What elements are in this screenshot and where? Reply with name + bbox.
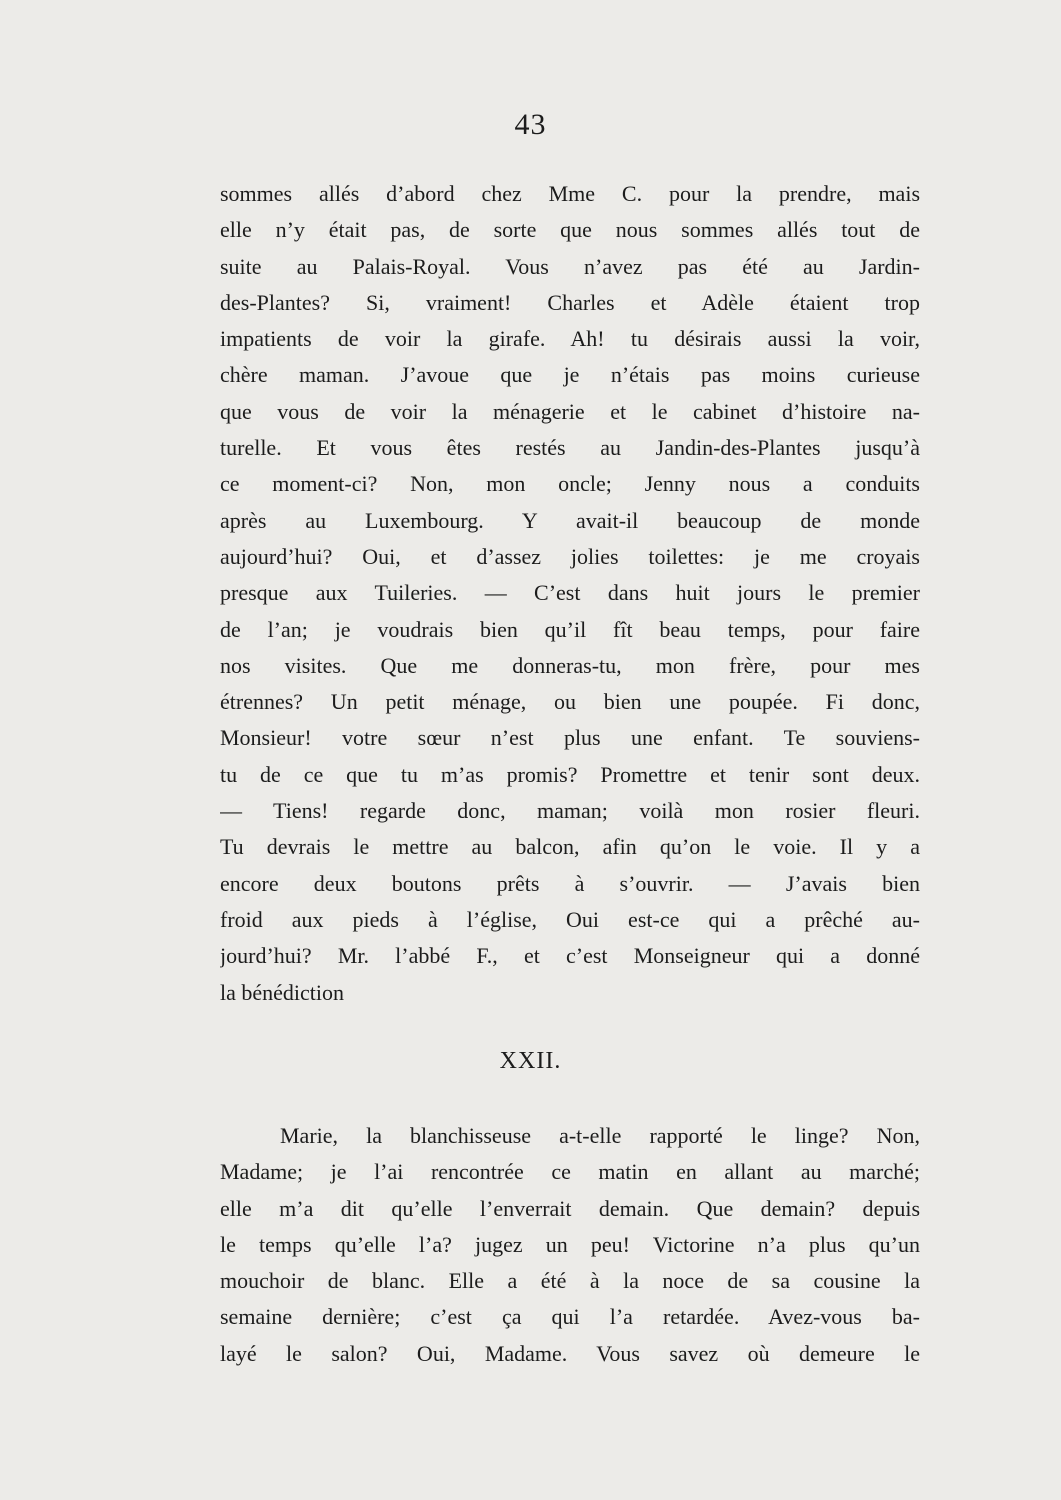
text-line: aujourd’hui? Oui, et d’assez jolies toilettes: je me croyais xyxy=(220,543,920,569)
text-line: elle n’y était pas, de sorte que nous sommes allés tout de xyxy=(220,217,920,243)
text-line: de l’an; je voudrais bien qu’il fît beau temps, pour faire xyxy=(220,616,920,642)
text-line: encore deux boutons prêts à s’ouvrir. — J’avais bien xyxy=(220,870,920,896)
text-line: impatients de voir la girafe. Ah! tu désirais aussi la voir, xyxy=(220,326,920,352)
text-line: mouchoir de blanc. Elle a été à la noce de sa cousine la xyxy=(220,1268,920,1294)
text-line: des-Plantes? Si, vraiment! Charles et Adèle étaient trop xyxy=(220,289,920,315)
text-line: presque aux Tuileries. — C’est dans huit jours le premier xyxy=(220,580,920,606)
text-line: étrennes? Un petit ménage, ou bien une poupée. Fi donc, xyxy=(220,689,920,715)
text-line: — Tiens! regarde donc, maman; voilà mon rosier fleuri. xyxy=(220,798,920,824)
text-line: nos visites. Que me donneras-tu, mon frère, pour mes xyxy=(220,652,920,678)
text-line: froid aux pieds à l’église, Oui est-ce qui a prêché au- xyxy=(220,906,920,932)
paragraph-2 xyxy=(220,1118,920,1372)
text-line: le temps qu’elle l’a? jugez un peu! Victorine n’a plus qu’un xyxy=(220,1231,920,1257)
text-line: Marie, la blanchisseuse a-t-elle rapporté le linge? Non, xyxy=(280,1123,920,1148)
text-line: Madame; je l’ai rencontrée ce matin en allant au marché; xyxy=(220,1159,920,1185)
text-line: après au Luxembourg. Y avait-il beaucoup de monde xyxy=(220,507,920,533)
text-line: turelle. Et vous êtes restés au Jandin-des-Plantes jusqu’à xyxy=(220,435,920,461)
text-line: la bénédiction xyxy=(220,979,345,1005)
text-line: ce moment-ci? Non, mon oncle; Jenny nous a conduits xyxy=(220,471,920,497)
text-line: Monsieur! votre sœur n’est plus une enfant. Te souviens- xyxy=(220,725,920,751)
text-line: semaine dernière; c’est ça qui l’a retardée. Avez-vous ba- xyxy=(220,1304,920,1330)
text-line: que vous de voir la ménagerie et le cabinet d’histoire na- xyxy=(220,398,920,424)
text-line: sommes allés d’abord chez Mme C. pour la prendre, mais xyxy=(220,181,920,206)
text-line: layé le salon? Oui, Madame. Vous savez où demeure le xyxy=(220,1340,920,1366)
paragraph-1 xyxy=(220,176,920,1011)
text-line: Tu devrais le mettre au balcon, afin qu’on le voie. Il y a xyxy=(220,834,920,860)
page-number: 43 xyxy=(514,108,547,141)
text-line: tu de ce que tu m’as promis? Promettre et tenir sont deux. xyxy=(220,761,920,787)
text-line: chère maman. J’avoue que je n’étais pas moins curieuse xyxy=(220,362,920,388)
text-line: suite au Palais-Royal. Vous n’avez pas été au Jardin- xyxy=(220,253,920,279)
text-line: jourd’hui? Mr. l’abbé F., et c’est Monseigneur qui a donné xyxy=(220,943,920,969)
section-heading: XXII. xyxy=(499,1048,562,1074)
text-line: elle m’a dit qu’elle l’enverrait demain. Que demain? depuis xyxy=(220,1195,920,1221)
